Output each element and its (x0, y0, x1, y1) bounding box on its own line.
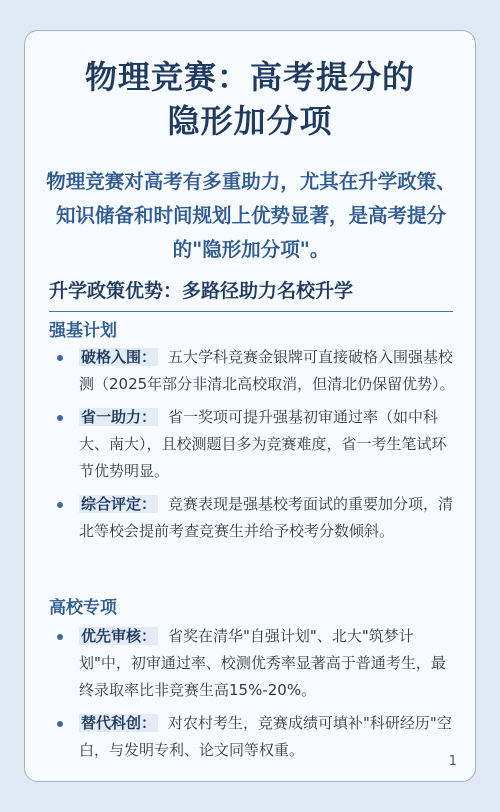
list-item (49, 710, 455, 764)
page-number: 1 (448, 754, 457, 769)
bullet-dot-icon (57, 355, 63, 361)
item-term: 省一助力： (81, 408, 157, 426)
title-line-1: 物理竞赛：高考提分的 (84, 58, 415, 96)
gaoxiao-list (49, 623, 455, 770)
item-term: 破格入围： (81, 348, 157, 366)
list-item (49, 491, 455, 545)
item-term: 替代科创： (81, 714, 157, 732)
bullet-dot-icon (57, 634, 63, 640)
list-item (49, 344, 455, 398)
page-title (25, 55, 475, 143)
item-text: 五大学科竞赛金银牌可直接破格入围强基校测（2025年部分非清北高校取消，但清北仍保留优势）。 (79, 348, 455, 393)
subheading-qiangji: 强基计划 (49, 321, 117, 341)
item-text: 竞赛表现是强基校考面试的重要加分项，清北等校会提前考查竞赛生并给予校考分数倾斜。 (79, 495, 454, 540)
item-text: 省奖在清华"自强计划"、北大"筑梦计划"中，初审通过率、校测优秀率显著高于普通考生，最终录取率比非竞赛生高15%-20%。 (79, 627, 446, 699)
qiangji-list (49, 344, 455, 551)
bullet-dot-icon (57, 721, 63, 727)
item-term: 优先审核： (81, 627, 157, 645)
item-text: 省一奖项可提升强基初审通过率（如中科大、南大），且校测题目多为竞赛难度，省一考生笔试环节优势明显。 (79, 408, 447, 480)
intro-paragraph: 物理竞赛对高考有多重助力，尤其在升学政策、知识储备和时间规划上优势显著，是高考提分的"隐形加分项"。 (46, 170, 456, 261)
subheading-gaoxiao: 高校专项 (49, 598, 117, 618)
bullet-dot-icon (57, 502, 63, 508)
list-item (49, 623, 455, 704)
bullet-dot-icon (57, 415, 63, 421)
title-line-2: 隐形加分项 (167, 102, 333, 140)
content-card (24, 30, 476, 782)
item-text: 对农村考生，竞赛成绩可填补"科研经历"空白，与发明专利、论文同等权重。 (79, 714, 452, 759)
list-item (49, 404, 455, 485)
section-heading: 升学政策优势：多路径助力名校升学 (49, 278, 453, 312)
item-term: 综合评定： (81, 495, 157, 513)
